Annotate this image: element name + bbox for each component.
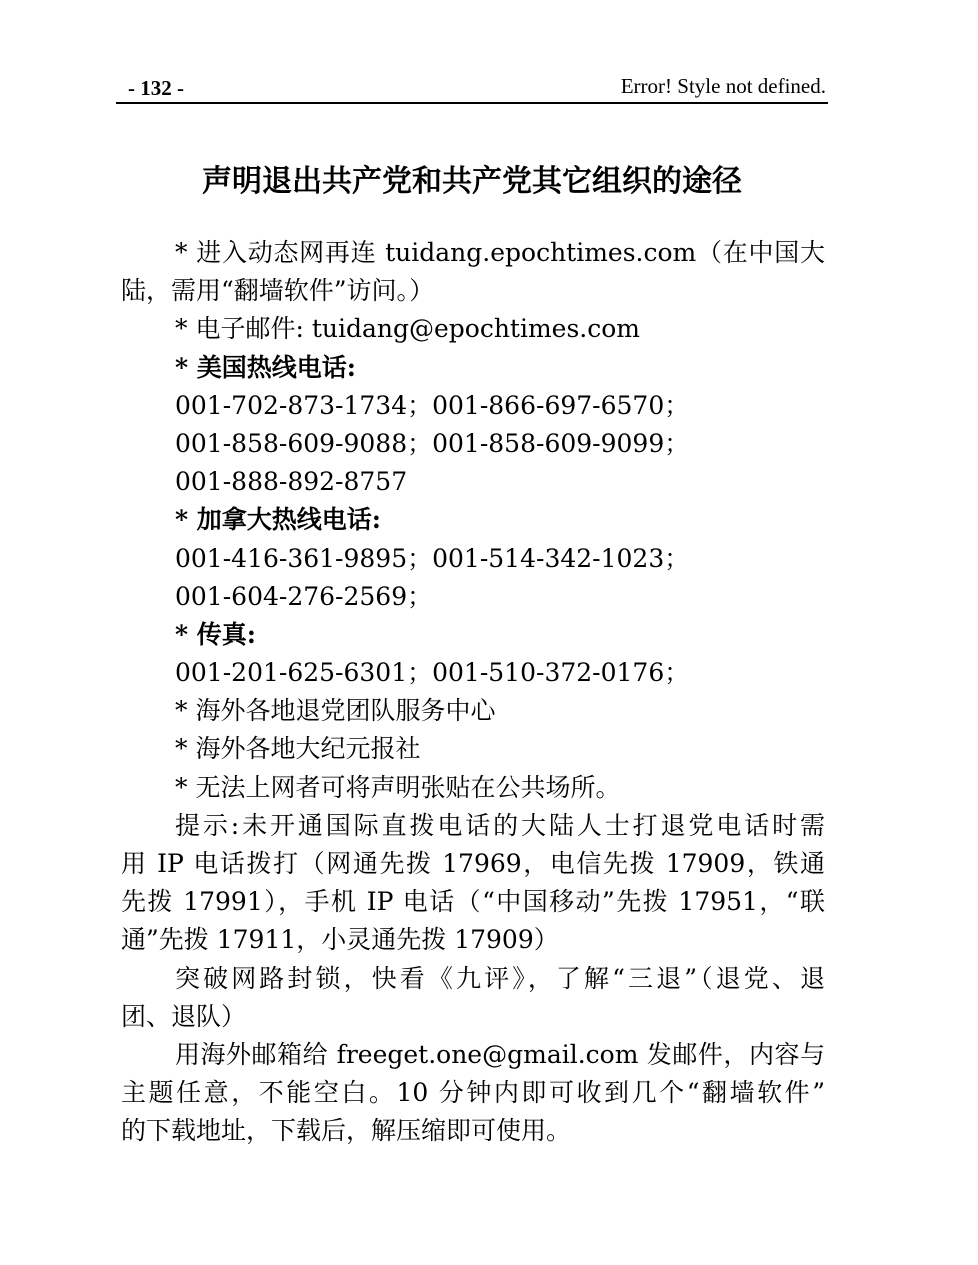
paragraph-line: 主题任意，不能空白。10 分钟内即可收到几个“翻墙软件” — [121, 1078, 825, 1108]
paragraph-line: * 海外各地大纪元报社 — [175, 734, 421, 764]
paragraph-line: 提示:未开通国际直拨电话的大陆人士打退党电话时需 — [175, 810, 825, 840]
running-title: Error! Style not defined. — [620, 74, 826, 98]
paragraph-line: 001-702-873-1734；001-866-697-6570； — [175, 390, 690, 420]
page-number: - 132 - — [128, 76, 184, 100]
paragraph-line: 团、退队） — [121, 1001, 247, 1031]
paragraph-line: 先拨 17991），手机 IP 电话（“中国移动”先拨 17951，“联 — [121, 887, 825, 917]
paragraph-line: 用海外邮箱给 freeget.one@gmail.com 发邮件，内容与 — [175, 1039, 825, 1069]
paragraph-line: * 传真: — [175, 619, 257, 649]
paragraph-line: 001-888-892-8757 — [175, 467, 408, 497]
paragraph-line: * 无法上网者可将声明张贴在公共场所。 — [175, 772, 621, 802]
paragraph-line: * 加拿大热线电话: — [175, 505, 382, 535]
paragraph-line: * 美国热线电话: — [175, 352, 357, 382]
paragraph-line: 通”先拨 17911，小灵通先拨 17909） — [121, 925, 559, 955]
paragraph-line: 001-604-276-2569； — [175, 581, 433, 611]
paragraph-line: * 电子邮件: tuidang@epochtimes.com — [175, 314, 641, 344]
paragraph-line: * 海外各地退党团队服务中心 — [175, 696, 496, 726]
page-header — [116, 68, 828, 104]
paragraph-line: * 进入动态网再连 tuidang.epochtimes.com（在中国大 — [175, 238, 825, 267]
paragraph-line: 001-416-361-9895；001-514-342-1023； — [175, 543, 690, 573]
section-title: 声明退出共产党和共产党其它组织的途径 — [202, 164, 742, 199]
paragraph-line: 001-201-625-6301；001-510-372-0176； — [175, 658, 690, 688]
paragraph-line: 陆，需用“翻墙软件”访问。） — [121, 276, 435, 306]
body-text — [121, 234, 825, 1151]
paragraph-line: 用 IP 电话拨打（网通先拨 17969，电信先拨 17909，铁通 — [121, 849, 825, 878]
paragraph-line: 001-858-609-9088；001-858-609-9099； — [175, 428, 690, 458]
paragraph-line: 突破网路封锁，快看《九评》，了解“三退”（退党、退 — [175, 963, 825, 993]
paragraph-line: 的下载地址，下载后，解压缩即可使用。 — [121, 1116, 572, 1146]
